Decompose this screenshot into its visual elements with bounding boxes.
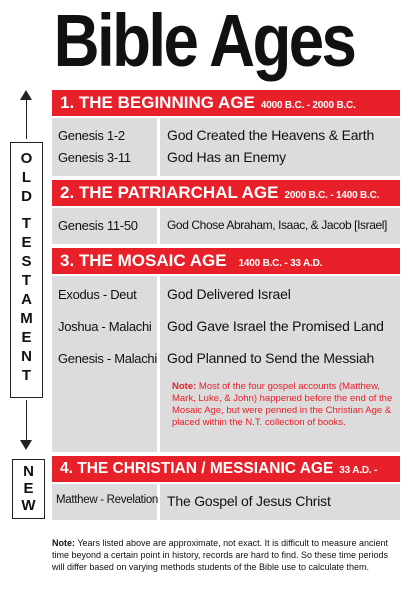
column-divider bbox=[157, 276, 160, 452]
age-banner-beginning bbox=[52, 90, 400, 116]
age-dates: 1400 B.C. - 33 A.D. bbox=[238, 258, 323, 269]
page-title: Bible Ages bbox=[53, 0, 355, 82]
age-description: God Gave Israel the Promised Land bbox=[167, 318, 384, 334]
age-dates: 33 A.D. - bbox=[339, 465, 378, 476]
ot-letter: T bbox=[21, 272, 32, 289]
age-banner-mosaic bbox=[52, 248, 400, 274]
footnote bbox=[52, 537, 402, 573]
column-divider bbox=[157, 208, 160, 244]
arrow-down-line bbox=[26, 400, 27, 442]
age-description: God Delivered Israel bbox=[167, 286, 291, 302]
age-banner-christian bbox=[52, 456, 400, 482]
nt-letter: E bbox=[23, 480, 34, 497]
age-title: 3. THE MOSAIC AGE bbox=[60, 251, 227, 270]
nt-marker bbox=[12, 459, 45, 519]
scripture-ref: Exodus - Deut bbox=[58, 287, 137, 302]
mosaic-note bbox=[172, 381, 394, 429]
column-divider bbox=[157, 118, 160, 176]
ot-letter: N bbox=[21, 348, 32, 365]
ot-letter: O bbox=[20, 150, 33, 167]
ot-letter: E bbox=[21, 329, 32, 346]
age-dates: 4000 B.C. - 2000 B.C. bbox=[260, 100, 356, 111]
scripture-ref: Genesis 1-2 bbox=[58, 128, 125, 143]
ot-letter: T bbox=[21, 215, 32, 232]
age-description: The Gospel of Jesus Christ bbox=[167, 493, 331, 509]
note-label: Note: bbox=[172, 381, 197, 392]
age-title: 1. THE BEGINNING AGE bbox=[60, 93, 255, 112]
scripture-ref: Genesis 11-50 bbox=[58, 218, 138, 233]
scripture-ref: Genesis - Malachi bbox=[58, 351, 157, 366]
ot-letter: T bbox=[21, 367, 32, 384]
age-dates: 2000 B.C. - 1400 B.C. bbox=[284, 190, 380, 201]
age-title: 4. THE CHRISTIAN / MESSIANIC AGE bbox=[60, 460, 334, 477]
scripture-ref: Joshua - Malachi bbox=[58, 319, 152, 334]
age-description: God Has an Enemy bbox=[167, 149, 286, 165]
ot-letter: M bbox=[20, 310, 33, 327]
nt-letter: W bbox=[21, 497, 36, 514]
old-testament-column bbox=[8, 90, 44, 454]
ot-letter: S bbox=[21, 253, 32, 270]
new-testament-label bbox=[8, 459, 44, 519]
ot-letter: A bbox=[21, 291, 32, 308]
scripture-ref: Matthew - Revelation bbox=[56, 494, 159, 506]
old-testament-label bbox=[10, 142, 43, 398]
footnote-label: Note: bbox=[52, 538, 75, 548]
nt-letter: N bbox=[23, 463, 34, 480]
age-description: God Chose Abraham, Isaac, & Jacob [Israel] bbox=[167, 218, 387, 232]
footnote-text: Years listed above are approximate, not exact. It is difficult to measure ancient time beyond a certain point in history, records are hard to find. So these time periods will differ based on varying methods students of the Bible use to calculate them. bbox=[52, 538, 389, 572]
age-banner-patriarchal bbox=[52, 180, 400, 206]
ot-letter: E bbox=[21, 234, 32, 251]
ot-letter: D bbox=[21, 188, 32, 205]
arrow-up-line bbox=[26, 99, 27, 139]
age-description: God Created the Heavens & Earth bbox=[167, 127, 375, 143]
scripture-ref: Genesis 3-11 bbox=[58, 150, 131, 165]
age-description: God Planned to Send the Messiah bbox=[167, 350, 375, 366]
age-title: 2. THE PATRIARCHAL AGE bbox=[60, 183, 279, 202]
note-text: Most of the four gospel accounts (Matthew, Mark, Luke, & John) happened before the end of the Mosaic Age, but were penned in the Christian Age & placed within the N.T. collection of books. bbox=[172, 381, 393, 428]
arrow-down-icon bbox=[20, 440, 32, 450]
ot-letter: L bbox=[21, 169, 32, 186]
